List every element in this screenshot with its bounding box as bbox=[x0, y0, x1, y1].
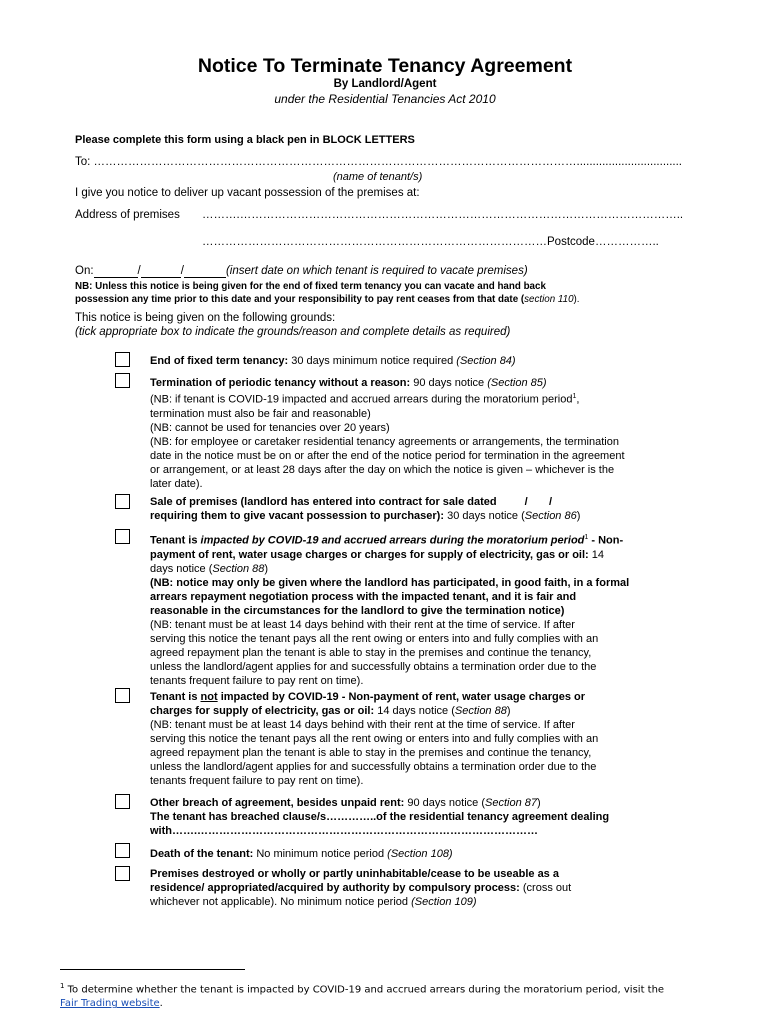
checkbox-periodic-no-reason[interactable] bbox=[115, 373, 130, 388]
to-hint: (name of tenant/s) bbox=[333, 171, 423, 183]
to-field[interactable] bbox=[75, 156, 682, 168]
grounds-intro: This notice is being given on the following grounds: bbox=[75, 312, 336, 324]
checkbox-sale-of-premises[interactable] bbox=[115, 494, 130, 509]
address-line-2[interactable]: ………………………………………………………………………………Postcode…………….. bbox=[202, 236, 659, 248]
footnote: $^1$ To determine whether the tenant is impacted by COVID-19 and accrued arrears during the moratorium period, visit the Fair Trading website. bbox=[60, 982, 665, 1010]
address-label: Address of premises bbox=[75, 209, 180, 221]
ground-sale-of-premises: Sale of premises (landlord has entered into contract for sale dated / / requiring them to give vacant possession to purchaser): 30 days notice (Section 86) bbox=[150, 496, 581, 522]
grounds-hint: (tick appropriate box to indicate the grounds/reason and complete details as required) bbox=[75, 326, 511, 338]
ground-end-of-fixed-term: End of fixed term tenancy: 30 days minimum notice required (Section 84) bbox=[150, 355, 516, 367]
date-sep-1: / bbox=[137, 265, 141, 277]
date-sep-2: / bbox=[180, 265, 184, 277]
nb-vacate-line-2: possession any time prior to this date and your responsibility to pay rent ceases from that date (section 110). bbox=[75, 294, 580, 305]
footnote-rule bbox=[60, 969, 245, 970]
address-line-1[interactable]: ……….…………………………………………………………………………………………………….. bbox=[202, 209, 684, 221]
date-month-blank[interactable] bbox=[141, 265, 181, 278]
instructions: Please complete this form using a black pen in BLOCK LETTERS bbox=[75, 134, 415, 146]
ground-death-of-tenant: Death of the tenant: No minimum notice period (Section 108) bbox=[150, 848, 453, 860]
checkbox-covid-impacted[interactable] bbox=[115, 529, 130, 544]
page-title: Notice To Terminate Tenancy Agreement bbox=[197, 55, 573, 77]
nb-vacate-line-1: NB: Unless this notice is being given for the end of fixed term tenancy you can vacate and hand back bbox=[75, 281, 546, 292]
checkbox-premises-destroyed[interactable] bbox=[115, 866, 130, 881]
date-day-blank[interactable] bbox=[94, 265, 138, 278]
page-subtitle: By Landlord/Agent bbox=[333, 78, 437, 90]
ground-premises-destroyed: Premises destroyed or wholly or partly uninhabitable/cease to be useable as a residence/ appropriated/acquired by authority by compulsory process: (cross out whichever not applicable). No minimum notice period (Section 109) bbox=[150, 868, 572, 908]
date-field[interactable] bbox=[75, 265, 528, 278]
fair-trading-link[interactable]: Fair Trading website bbox=[60, 998, 160, 1010]
checkbox-other-breach[interactable] bbox=[115, 794, 130, 809]
date-year-blank[interactable] bbox=[184, 265, 226, 278]
checkbox-not-covid-impacted[interactable] bbox=[115, 688, 130, 703]
give-notice-text: I give you notice to deliver up vacant possession of the premises at: bbox=[75, 187, 420, 199]
ground-periodic-no-reason: Termination of periodic tenancy without a reason: 90 days notice (Section 85) (NB: if tenant is COVID-19 impacted and accrued arrears during the moratorium period$^1$, termination must also be fair and reasonable) (NB: cannot be used for tenancies over 20 years) (NB: for employee or caretaker residential tenancy agreements or arrangements, the termination date in the notice must be on or after the end of the notice period for termination in the agreement or arrangement, or at least 28 days after the day on which the notice is given – whichever is the later date). bbox=[150, 377, 625, 490]
to-label: To: bbox=[75, 156, 91, 168]
to-dots: ………………………………………………………………………………………………………………................................. bbox=[93, 156, 682, 168]
checkbox-end-of-fixed-term[interactable] bbox=[115, 352, 130, 367]
date-label: On: bbox=[75, 265, 94, 277]
date-hint: (insert date on which tenant is required to vacate premises) bbox=[225, 265, 528, 277]
act-reference: under the Residential Tenancies Act 2010 bbox=[274, 92, 496, 106]
ground-covid-impacted: Tenant is impacted by COVID-19 and accrued arrears during the moratorium period$^1$ - Non- payment of rent, water usage charges or charges for supply of electricity, gas or oil: 14 days notice (Section 88) (NB: notice may only be given where the landlord has participated, in good faith, in a formal arrears repayment negotiation process with the impacted tenant, and it is fair and reasonable in the circumstances for the landlord to give the termination notice) (NB: tenant must be at least 14 days behind with their rent at the time of service. If after serving this notice the tenant pays all the rent owing or enters into and fully complies with an agreed repayment plan the tenant is able to stay in the premises and continue the tenancy, unless the landlord/agent applies for and successfully obtains a termination order due to the tenants frequent failure to pay rent on time). bbox=[150, 534, 630, 687]
ground-other-breach: Other breach of agreement, besides unpaid rent: 90 days notice (Section 87) The tenant has breached clause/s…………..of the residential tenancy agreement dealing with…….………………………………………………………………………………… bbox=[150, 797, 610, 837]
checkbox-death-of-tenant[interactable] bbox=[115, 843, 130, 858]
ground-not-covid-impacted: Tenant is not impacted by COVID-19 - Non-payment of rent, water usage charges or charges for supply of electricity, gas or oil: 14 days notice (Section 88) (NB: tenant must be at least 14 days behind with their rent at the time of service. If after serving this notice the tenant pays all the rent owing or enters into and fully complies with an agreed repayment plan the tenant is able to stay in the premises and continue the tenancy, unless the landlord/agent applies for and successfully obtains a termination order due to the tenants frequent failure to pay rent on time). bbox=[150, 691, 599, 787]
